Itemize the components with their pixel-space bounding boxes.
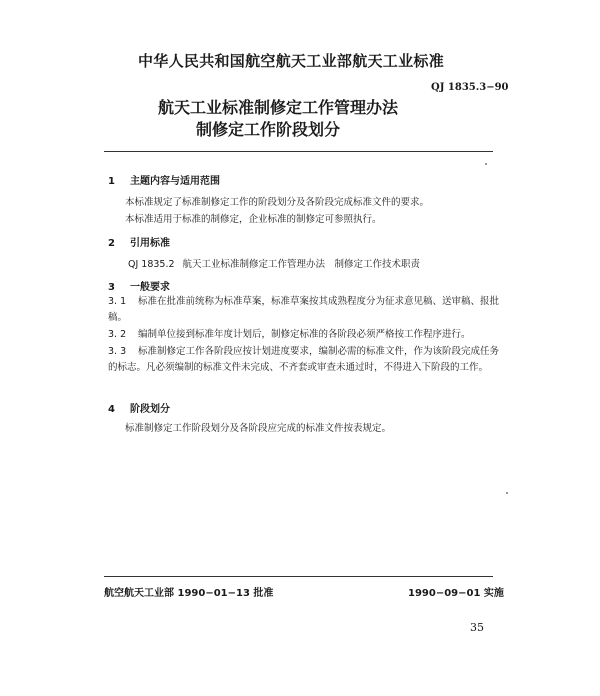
standard-number: QJ 1835.3−90 (431, 82, 509, 93)
clause-text: 标准制修定工作各阶段应按计划进度要求，编制必需的标准文件，作为该阶段完成任务的标志。凡必须编制的标准文件未完成、不齐套或审查未通过时，不得进入下阶段的工作。 (108, 346, 500, 373)
section-number: 3 (108, 282, 115, 293)
referenced-standard-code: QJ 1835.2 (128, 259, 175, 270)
section-1-paragraph-1: 本标准规定了标准制修定工作的阶段划分及各阶段完成标准文件的要求。 (125, 197, 430, 208)
section-3-heading (108, 278, 170, 293)
clause-number: 3. 1 (108, 296, 127, 307)
section-title: 阶段划分 (130, 404, 170, 415)
referenced-standard-title: 航天工业标准制修定工作管理办法 制修定工作技术职责 (182, 259, 421, 270)
page-number: 35 (470, 621, 484, 634)
section-number: 4 (108, 404, 115, 415)
clause-3-2 (108, 327, 500, 343)
section-number: 2 (108, 238, 115, 249)
document-subtitle: 制修定工作阶段划分 (196, 120, 341, 139)
effective-date: 1990−09−01 实施 (408, 588, 504, 599)
document-title: 航天工业标准制修定工作管理办法 (158, 98, 399, 117)
clause-text: 标准在批准前统称为标准草案，标准草案按其成熟程度分为征求意见稿、送审稿、报批稿。 (108, 296, 500, 323)
section-4-heading (108, 400, 170, 415)
section-title: 一般要求 (130, 282, 170, 293)
clause-3-1 (108, 294, 500, 326)
footer-divider (104, 576, 493, 577)
clause-number: 3. 3 (108, 346, 127, 357)
section-number: 1 (108, 176, 115, 187)
section-title: 主题内容与适用范围 (130, 176, 220, 187)
header-divider (104, 151, 493, 152)
section-1-heading (108, 172, 220, 187)
section-title: 引用标准 (130, 238, 170, 249)
clause-text: 编制单位接到标准年度计划后，制修定标准的各阶段必须严格按工作程序进行。 (138, 329, 471, 340)
referenced-standard (128, 256, 420, 270)
clause-3-3 (108, 344, 500, 376)
issuing-authority: 中华人民共和国航空航天工业部航天工业标准 (138, 52, 445, 70)
approval-date: 航空航天工业部 1990−01−13 批准 (104, 588, 274, 599)
section-2-heading (108, 234, 170, 249)
scan-speck (485, 163, 487, 165)
scan-speck (506, 492, 508, 494)
section-4-paragraph-1: 标准制修定工作阶段划分及各阶段应完成的标准文件按表规定。 (125, 423, 392, 434)
clause-number: 3. 2 (108, 329, 127, 340)
section-1-paragraph-2: 本标准适用于标准的制修定，企业标准的制修定可参照执行。 (125, 214, 382, 225)
